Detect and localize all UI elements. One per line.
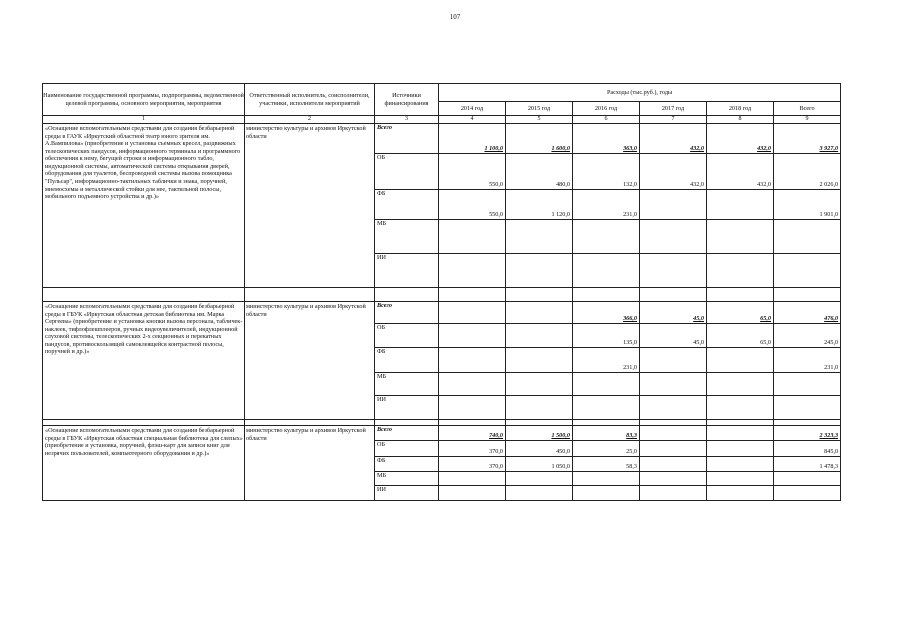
funding-source: ОБ xyxy=(375,324,439,348)
value-cell xyxy=(439,324,506,348)
program-block xyxy=(43,426,841,501)
funding-source: ИИ xyxy=(375,254,439,288)
value-cell xyxy=(640,220,707,254)
funding-source: ФБ xyxy=(375,348,439,373)
header-source: Источники финансирования xyxy=(375,84,439,116)
value-cell: 480,0 xyxy=(506,154,573,190)
funding-source: ФБ xyxy=(375,457,439,472)
value-cell: 3 927,0 xyxy=(774,124,841,154)
value-cell: 432,0 xyxy=(640,154,707,190)
value-cell xyxy=(640,441,707,457)
value-cell: 1 120,0 xyxy=(506,190,573,220)
value-cell: 245,0 xyxy=(774,324,841,348)
header-expenses: Расходы (тыс.руб.), годы xyxy=(439,84,841,102)
value-cell xyxy=(439,396,506,420)
column-number: 4 xyxy=(439,116,506,124)
value-cell: 1 478,3 xyxy=(774,457,841,472)
value-cell xyxy=(707,348,774,373)
value-cell: 45,0 xyxy=(640,324,707,348)
value-cell xyxy=(640,457,707,472)
value-cell xyxy=(640,472,707,486)
header-name: Наименование государственной программы, подпрограммы, ведомственной целевой программы, основного мероприятия, мероприятия xyxy=(43,84,245,116)
value-cell xyxy=(573,396,640,420)
column-number: 6 xyxy=(573,116,640,124)
funding-source: ИИ xyxy=(375,486,439,501)
header-year: 2016 год xyxy=(573,102,640,116)
value-cell: 1 901,0 xyxy=(774,190,841,220)
value-cell xyxy=(640,396,707,420)
value-cell xyxy=(707,396,774,420)
value-cell xyxy=(707,426,774,441)
value-cell xyxy=(439,348,506,373)
value-cell xyxy=(640,373,707,396)
value-cell: 550,0 xyxy=(439,190,506,220)
header-executor: Ответственный исполнитель, соисполнители, участники, исполнители мероприятий xyxy=(245,84,375,116)
value-cell: 370,0 xyxy=(439,457,506,472)
header-year: 2017 год xyxy=(640,102,707,116)
value-cell xyxy=(640,190,707,220)
value-cell xyxy=(573,486,640,501)
value-cell: 366,0 xyxy=(573,302,640,324)
value-cell xyxy=(707,190,774,220)
value-cell: 1 600,0 xyxy=(506,124,573,154)
program-executor: министерство культуры и архивов Иркутской области xyxy=(245,426,375,501)
value-cell xyxy=(707,457,774,472)
column-number: 2 xyxy=(245,116,375,124)
header-year: 2014 год xyxy=(439,102,506,116)
value-cell xyxy=(707,472,774,486)
program-block xyxy=(43,302,841,426)
column-number: 8 xyxy=(707,116,774,124)
value-cell: 740,0 xyxy=(439,426,506,441)
value-cell: 845,0 xyxy=(774,441,841,457)
column-number: 7 xyxy=(640,116,707,124)
column-number-row xyxy=(43,116,841,124)
funding-source: МБ xyxy=(375,220,439,254)
value-cell xyxy=(774,373,841,396)
value-cell xyxy=(439,472,506,486)
column-number: 1 xyxy=(43,116,245,124)
value-cell: 65,0 xyxy=(707,302,774,324)
value-cell xyxy=(707,373,774,396)
value-cell xyxy=(774,220,841,254)
value-cell xyxy=(640,348,707,373)
table-row xyxy=(43,426,841,441)
value-cell xyxy=(774,472,841,486)
value-cell: 231,0 xyxy=(573,348,640,373)
column-number: 3 xyxy=(375,116,439,124)
value-cell xyxy=(439,373,506,396)
header-year: 2015 год xyxy=(506,102,573,116)
value-cell xyxy=(439,220,506,254)
value-cell: 231,0 xyxy=(573,190,640,220)
expenses-table xyxy=(42,83,841,501)
value-cell xyxy=(506,220,573,254)
value-cell: 1 500,0 xyxy=(506,426,573,441)
page-number: 107 xyxy=(449,13,461,21)
value-cell: 550,0 xyxy=(439,154,506,190)
value-cell xyxy=(506,324,573,348)
header-year: 2018 год xyxy=(707,102,774,116)
value-cell xyxy=(774,486,841,501)
value-cell xyxy=(774,396,841,420)
program-name: «Оснащение вспомогательными средствами для создания безбарьерной среды в ГАУК «Иркутский областной театр юного зрителя им. А.Вампилова» (приобретение и установка съемных кресел, раздвижных телескопических пандусов, информационного терминала и программного обеспечения к нему, бегущей строки и информационного табло, индукционной системы, автоматической системы открывания дверей, оборудования для туалетов, беспроводной системы вызова помощника "Пульсар", информационно-тактильных таблички и знака, поручней, мнемосхемы и металлической стойки для нее, тактильной полосы, мобильного подъемного устройства и др.)» xyxy=(43,124,245,288)
value-cell: 1 100,0 xyxy=(439,124,506,154)
value-cell xyxy=(640,254,707,288)
value-cell: 65,0 xyxy=(707,324,774,348)
value-cell: 231,0 xyxy=(774,348,841,373)
column-number: 5 xyxy=(506,116,573,124)
value-cell: 1 050,0 xyxy=(506,457,573,472)
table-row xyxy=(43,124,841,154)
column-number: 9 xyxy=(774,116,841,124)
value-cell: 83,3 xyxy=(573,426,640,441)
value-cell xyxy=(506,302,573,324)
funding-source: МБ xyxy=(375,472,439,486)
program-block xyxy=(43,124,841,302)
funding-source: МБ xyxy=(375,373,439,396)
value-cell xyxy=(439,486,506,501)
header-total: Всего xyxy=(774,102,841,116)
value-cell xyxy=(439,302,506,324)
value-cell: 135,0 xyxy=(573,324,640,348)
program-executor: министерство культуры и архивов Иркутской области xyxy=(245,302,375,420)
funding-source: ИИ xyxy=(375,396,439,420)
value-cell: 363,0 xyxy=(573,124,640,154)
value-cell: 370,0 xyxy=(439,441,506,457)
value-cell: 2 026,0 xyxy=(774,154,841,190)
value-cell xyxy=(506,373,573,396)
value-cell xyxy=(707,254,774,288)
value-cell xyxy=(506,396,573,420)
table-row xyxy=(43,302,841,324)
value-cell xyxy=(506,486,573,501)
program-executor: министерство культуры и архивов Иркутской области xyxy=(245,124,375,288)
value-cell xyxy=(506,254,573,288)
value-cell: 432,0 xyxy=(707,124,774,154)
value-cell xyxy=(573,220,640,254)
value-cell: 432,0 xyxy=(640,124,707,154)
value-cell: 2 323,3 xyxy=(774,426,841,441)
value-cell xyxy=(573,472,640,486)
value-cell: 45,0 xyxy=(640,302,707,324)
value-cell: 432,0 xyxy=(707,154,774,190)
value-cell: 58,3 xyxy=(573,457,640,472)
value-cell xyxy=(707,486,774,501)
value-cell: 25,0 xyxy=(573,441,640,457)
program-name: «Оснащение вспомогательными средствами для создания безбарьерной среды в ГБУК «Иркутская областная специальная библиотека для слепых» (приобретение и установка, поручней, флэш-карт для записи книг для незрячих пользователей, компьютерного оборудования и др.)» xyxy=(43,426,245,501)
value-cell xyxy=(506,472,573,486)
value-cell xyxy=(707,220,774,254)
value-cell xyxy=(573,373,640,396)
value-cell xyxy=(439,254,506,288)
funding-source: ОБ xyxy=(375,441,439,457)
funding-source: Всего xyxy=(375,426,439,441)
value-cell xyxy=(707,441,774,457)
value-cell xyxy=(573,254,640,288)
funding-source: ОБ xyxy=(375,154,439,190)
spacer-row xyxy=(43,288,841,302)
funding-source: Всего xyxy=(375,302,439,324)
value-cell xyxy=(506,348,573,373)
value-cell: 450,0 xyxy=(506,441,573,457)
value-cell xyxy=(774,254,841,288)
program-name: «Оснащение вспомогательными средствами для создания безбарьерной среды в ГБУК «Иркутская областная детская библиотека им. Марка Сергеева» (приобретение и установка кнопки вызова персонала, табличек-наклеек, тифлофлешплееров, ручных видеоувеличителей, индукционной слуховой системы, телескопических 2-х секционных и перекатных пандусов, противоскользящей самоклеящейся контрастной полосы, поручней и др.)» xyxy=(43,302,245,420)
value-cell: 132,0 xyxy=(573,154,640,190)
funding-source: Всего xyxy=(375,124,439,154)
value-cell xyxy=(640,426,707,441)
value-cell xyxy=(640,486,707,501)
value-cell: 476,0 xyxy=(774,302,841,324)
funding-source: ФБ xyxy=(375,190,439,220)
header-row xyxy=(43,84,841,102)
